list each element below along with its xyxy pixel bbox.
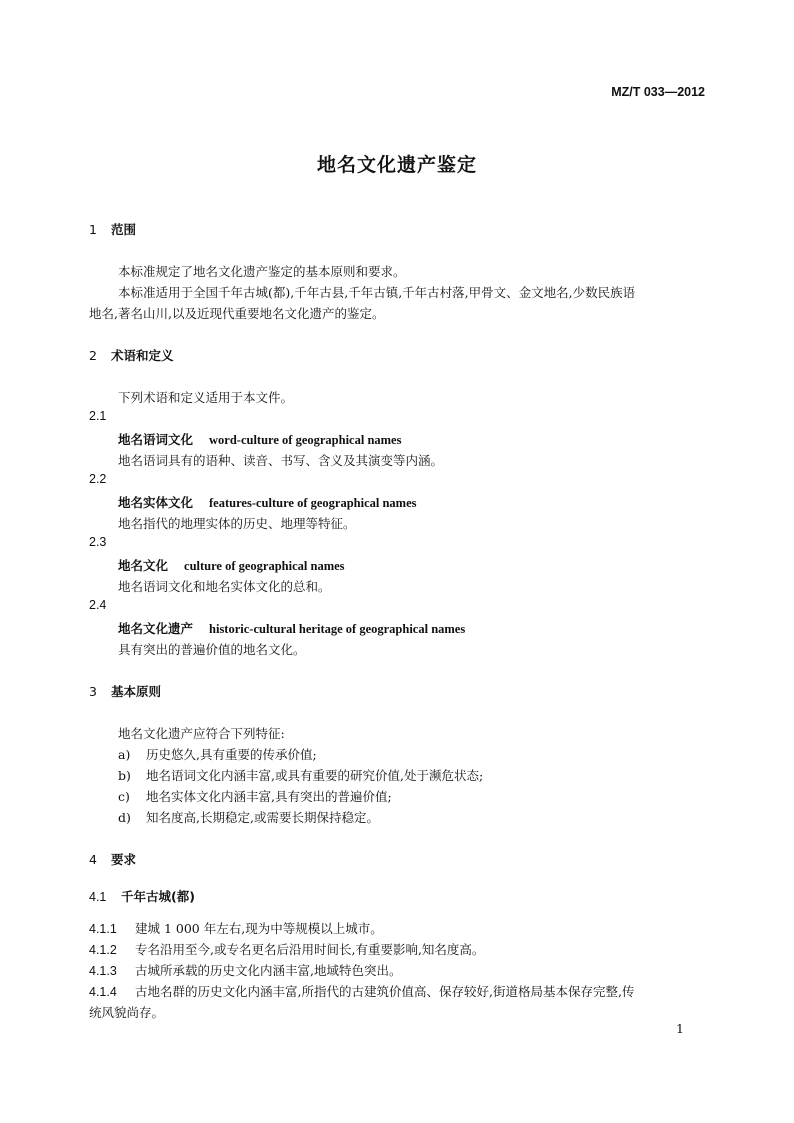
clause-number: 4.1.4: [89, 985, 117, 999]
section-title: 要求: [111, 852, 137, 867]
term-cn: 地名文化遗产: [118, 621, 194, 636]
subsection-title: 千年古城(都): [121, 889, 195, 904]
list-label: d): [118, 810, 131, 825]
term-cn: 地名文化: [118, 558, 169, 573]
clause-number: 4.1.3: [89, 964, 117, 978]
clause-continuation: 统风貌尚存。: [89, 1005, 165, 1020]
term-title: [118, 493, 417, 511]
list-label: b): [118, 768, 131, 783]
subsection-number: 4.1: [89, 890, 107, 904]
term-number: 2.1: [89, 409, 107, 423]
list-item: [118, 808, 379, 826]
list-text: 地名实体文化内涵丰富,具有突出的普遍价值;: [146, 789, 392, 804]
term-en: features-culture of geographical names: [209, 496, 417, 510]
term-number: 2.4: [89, 598, 107, 612]
standard-number: MZ/T 033—2012: [611, 85, 705, 99]
clause-number: 4.1.2: [89, 943, 117, 957]
term-title: [118, 556, 345, 574]
term-en: culture of geographical names: [184, 559, 345, 573]
term-title: [118, 430, 401, 448]
section-title: 术语和定义: [111, 348, 174, 363]
term-en: historic-cultural heritage of geographical names: [209, 622, 466, 636]
clause-text: 古地名群的历史文化内涵丰富,所指代的古建筑价值高、保存较好,街道格局基本保存完整,传: [135, 984, 635, 999]
section-number: 2: [89, 348, 97, 363]
section-number: 3: [89, 684, 97, 699]
clause: [89, 982, 634, 1000]
section-number: 1: [89, 222, 97, 237]
section-title: 范围: [111, 222, 137, 237]
page-title: 地名文化遗产鉴定: [316, 154, 477, 176]
paragraph: 下列术语和定义适用于本文件。: [118, 390, 294, 405]
list-text: 地名语词文化内涵丰富,或具有重要的研究价值,处于濒危状态;: [146, 768, 484, 783]
clause: [89, 961, 401, 979]
term-cn: 地名语词文化: [118, 432, 194, 447]
clause-number: 4.1.1: [89, 922, 117, 936]
section-number: 4: [89, 852, 97, 867]
term-cn: 地名实体文化: [118, 495, 194, 510]
section-4-heading: [89, 850, 136, 868]
paragraph: 地名文化遗产应符合下列特征:: [118, 726, 285, 741]
paragraph-continuation: 地名,著名山川,以及近现代重要地名文化遗产的鉴定。: [89, 306, 385, 321]
clause: [89, 940, 484, 958]
list-item: [118, 745, 317, 763]
clause: [89, 919, 383, 937]
term-definition: 地名语词具有的语种、读音、书写、含义及其演变等内涵。: [118, 453, 444, 468]
term-definition: 具有突出的普遍价值的地名文化。: [118, 642, 306, 657]
paragraph: 本标准适用于全国千年古城(都),千年古县,千年古镇,千年古村落,甲骨文、金文地名,少数民族语: [118, 285, 636, 300]
section-1-heading: [89, 220, 136, 238]
list-label: a): [118, 747, 131, 762]
term-definition: 地名语词文化和地名实体文化的总和。: [118, 579, 331, 594]
section-2-heading: [89, 346, 174, 364]
term-en: word-culture of geographical names: [209, 433, 402, 447]
clause-text: 建城 1 000 年左右,现为中等规模以上城市。: [135, 921, 383, 936]
list-text: 历史悠久,具有重要的传承价值;: [146, 747, 317, 762]
clause-text: 专名沿用至今,或专名更名后沿用时间长,有重要影响,知名度高。: [135, 942, 485, 957]
term-number: 2.3: [89, 535, 107, 549]
subsection-heading: [89, 887, 195, 905]
list-text: 知名度高,长期稳定,或需要长期保持稳定。: [146, 810, 379, 825]
term-title: [118, 619, 465, 637]
term-definition: 地名指代的地理实体的历史、地理等特征。: [118, 516, 356, 531]
section-3-heading: [89, 682, 161, 700]
section-title: 基本原则: [111, 684, 162, 699]
list-label: c): [118, 789, 130, 804]
list-item: [118, 766, 483, 784]
page-number: 1: [676, 1021, 684, 1036]
paragraph: 本标准规定了地名文化遗产鉴定的基本原则和要求。: [118, 264, 406, 279]
list-item: [118, 787, 392, 805]
clause-text: 古城所承载的历史文化内涵丰富,地域特色突出。: [135, 963, 402, 978]
term-number: 2.2: [89, 472, 107, 486]
